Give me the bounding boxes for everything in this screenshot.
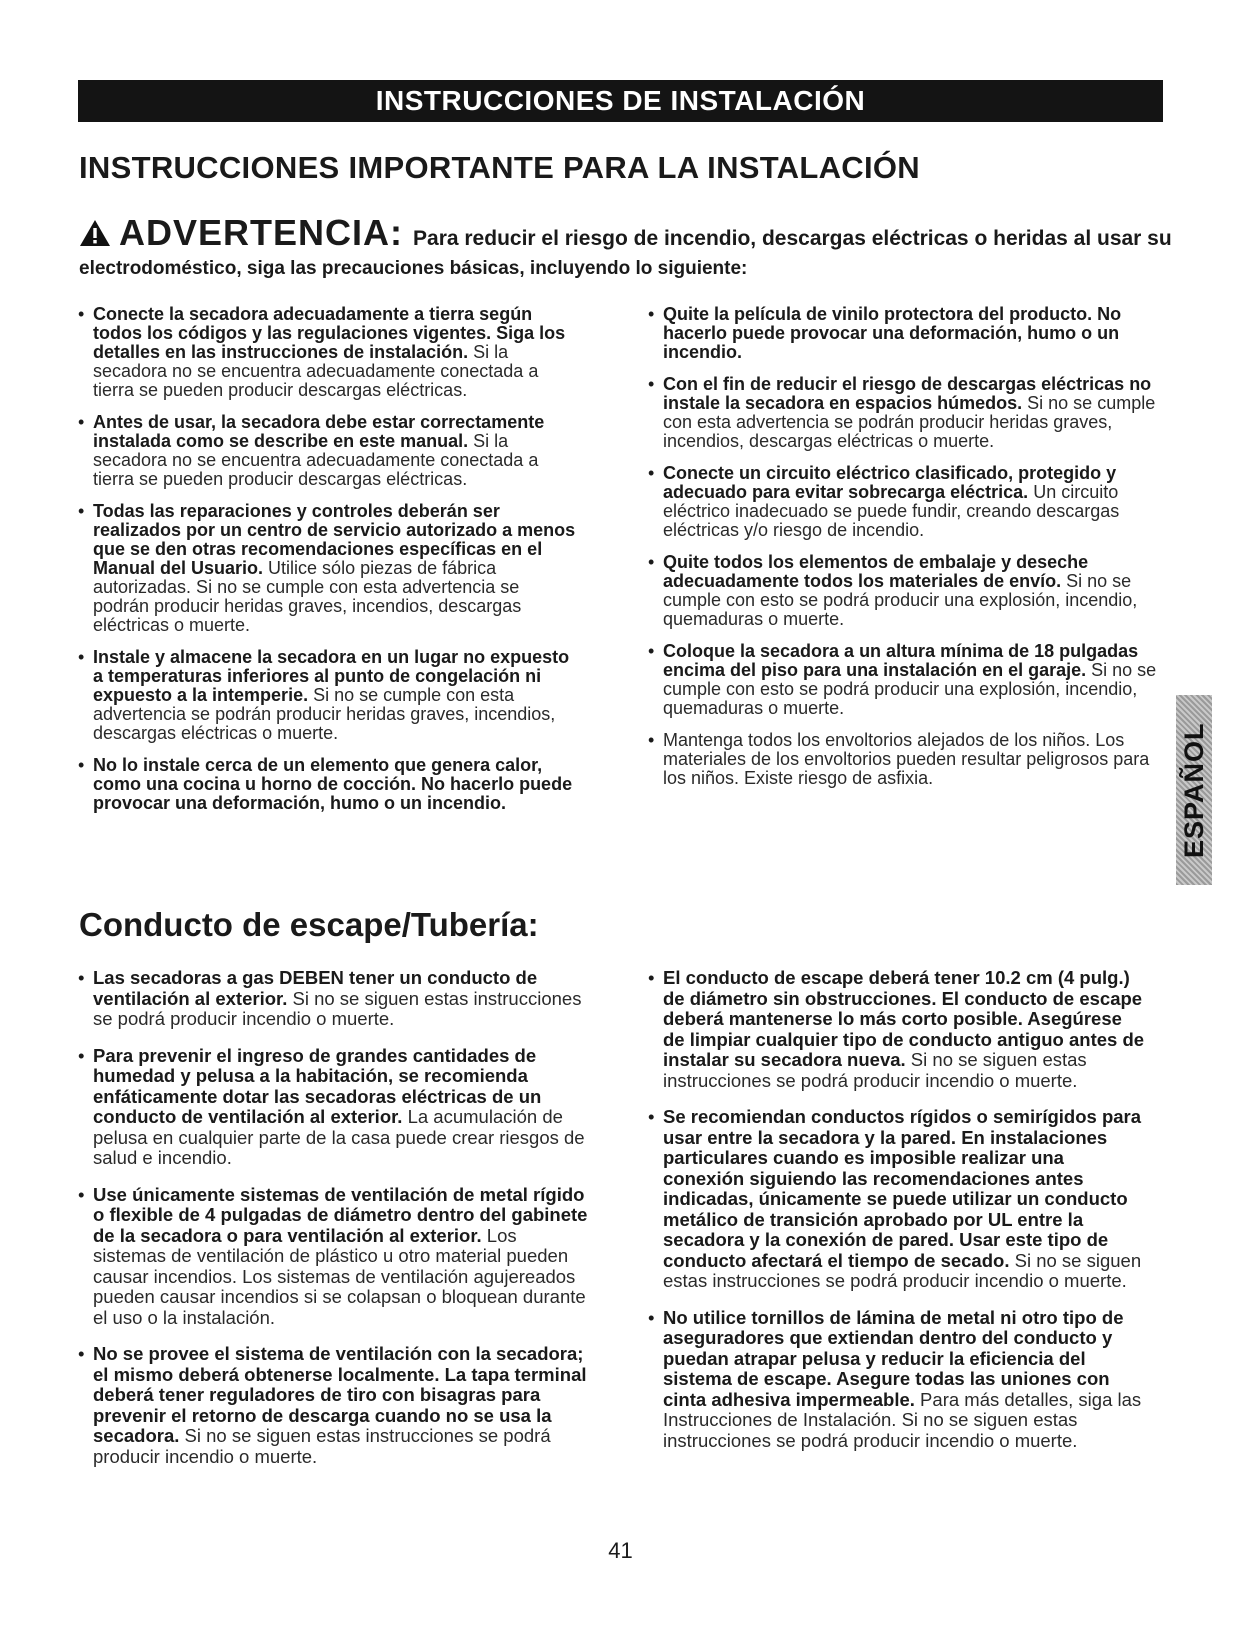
list-item [648,1308,1148,1452]
page-title: INSTRUCCIONES IMPORTANTE PARA LA INSTALACIÓN [79,150,920,185]
item-bold-text: Las secadoras a gas DEBEN tener un conducto de ventilación al exterior. [93,967,538,1009]
list-item [648,464,1158,540]
list-item [648,305,1158,362]
list-item [648,1107,1148,1292]
item-bold-text: Antes de usar, la secadora debe estar correctamente instalada como se describe en este manual. [93,412,545,451]
item-bold-text: Quite la película de vinilo protectora del producto. No hacerlo puede provocar una deformación, humo o un incendio. [663,304,1122,362]
section-banner: INSTRUCCIONES DE INSTALACIÓN [78,80,1163,122]
list-item [78,968,588,1030]
list-item [78,1185,588,1329]
section-heading-duct: Conducto de escape/Tubería: [79,906,539,943]
item-normal-text: Si no se cumple con esta advertencia se podrán producir heridas graves, incendios, descargas eléctricas o muerte. [93,685,556,743]
warning-title: ADVERTENCIA: [119,212,404,253]
list-item [648,553,1158,629]
list-item [78,1046,588,1169]
warning-triangle-icon [79,219,111,253]
safety-list-left [78,305,578,826]
warning-block [79,212,1172,280]
item-normal-text: Los sistemas de ventilación de plástico u otro material pueden causar incendios. Los sistemas de ventilación agujereados pueden causar incendios si se colapsan o bloquean durante el uso o la instalación. [93,1224,586,1328]
item-bold-text: Instale y almacene la secadora en un lugar no expuesto a temperaturas inferiores al punto de congelación ni expuesto a la intemperie. [93,647,570,705]
item-normal-text: Si la secadora no se encuentra adecuadamente conectada a tierra se pueden producir descargas eléctricas. [93,431,539,489]
item-normal-text: Si no se siguen estas instrucciones se podrá producir incendio o muerte. [663,1049,1087,1091]
item-normal-text: Un circuito eléctrico inadecuado se puede fundir, creando descargas eléctricas y/o riesgo de incendio. [663,482,1120,540]
item-bold-text: Se recomiendan conductos rígidos o semirígidos para usar entre la secadora y la pared. En instalaciones particulares cuando es imposible realizar una conexión siguiendo las recomendaciones antes indicadas, únicamente se puede utilizar un conducto metálico de transición aprobado por UL entre la secadora y la conexión de pared. Usar este tipo de conducto afectará el tiempo de secado. [663,1106,1142,1271]
item-bold-text: No utilice tornillos de lámina de metal ni otro tipo de aseguradores que extiendan dentro del conducto y puedan atrapar pelusa y reducir la eficiencia del sistema de escape. Asegure todas las uniones con cinta adhesiva impermeable. [663,1306,1124,1410]
item-bold-text: Quite todos los elementos de embalaje y deseche adecuadamente todos los materiales de envío. [663,552,1089,591]
item-normal-text: Utilice sólo piezas de fábrica autorizadas. Si no se cumple con esta advertencia se podrán producir heridas graves, incendios, descargas eléctricas o muerte. [93,558,522,635]
list-item [78,1344,588,1467]
item-bold-text: Todas las reparaciones y controles deberán ser realizados por un centro de servicio autorizado a menos que se den otras recomendaciones específicas en el Manual del Usuario. [93,501,576,578]
item-normal-text: La acumulación de pelusa en cualquier parte de la casa puede crear riesgos de salud e incendio. [93,1106,585,1168]
item-bold-text: Para prevenir el ingreso de grandes cantidades de humedad y pelusa a la habitación, se recomienda enfáticamente dotar las secadoras eléctricas de un conducto de ventilación al exterior. [93,1044,542,1127]
item-bold-text: El conducto de escape deberá tener 10.2 cm (4 pulg.) de diámetro sin obstrucciones. El conducto de escape deberá mantenerse lo más corto posible. Asegúrese de limpiar cualquier tipo de conducto antiguo antes de instalar su secadora nueva. [663,967,1145,1070]
item-bold-text: Coloque la secadora a un altura mínima de 18 pulgadas encima del piso para una instalación en el garaje. [663,641,1139,680]
safety-list-right [648,305,1158,801]
duct-list-right [648,968,1148,1467]
item-normal-text: Si no se siguen estas instrucciones se podrá producir incendio o muerte. [663,1249,1142,1291]
page-number: 41 [608,1538,633,1563]
warning-text-continued: electrodoméstico, siga las precauciones básicas, incluyendo lo siguiente: [79,258,748,279]
duct-list-left [78,968,588,1483]
item-normal-text: Si no se cumple con esta advertencia se podrán producir heridas graves, incendios, descargas eléctricas o muerte. [663,393,1156,451]
item-normal-text: Si no se cumple con esto se podrá producir una explosión, incendio, quemaduras o muerte. [663,660,1157,718]
item-normal-text: Para más detalles, siga las Instrucciones de Instalación. Si no se siguen estas instrucciones se podrá producir incendio o muerte. [663,1388,1142,1451]
list-item [78,502,578,635]
list-item [648,968,1148,1091]
item-bold-text: Conecte un circuito eléctrico clasificado, protegido y adecuado para evitar sobrecarga eléctrica. [663,463,1117,502]
list-item [78,756,578,813]
item-normal-text: Si no se cumple con esto se podrá producir una explosión, incendio, quemaduras o muerte. [663,571,1138,629]
language-tab-label: ESPAÑOL [1179,722,1209,858]
item-normal-text: Si no se siguen estas instrucciones se podrá producir incendio o muerte. [93,1425,551,1467]
item-bold-text: No lo instale cerca de un elemento que genera calor, como una cocina u horno de cocción. No hacerlo puede provocar una deformación, humo o un incendio. [93,755,573,813]
item-normal-text: Si no se siguen estas instrucciones se podrá producir incendio o muerte. [93,987,582,1029]
list-item [78,413,578,489]
list-item [648,375,1158,451]
item-bold-text: Use únicamente sistemas de ventilación de metal rígido o flexible de 4 pulgadas de diámetro dentro del gabinete de la secadora o para ventilación al exterior. [93,1183,588,1246]
item-bold-text: Con el fin de reducir el riesgo de descargas eléctricas no instale la secadora en espacios húmedos. [663,374,1152,413]
item-normal-text: Si la secadora no se encuentra adecuadamente conectada a tierra se pueden producir descargas eléctricas. [93,342,539,400]
warning-text: Para reducir el riesgo de incendio, descargas eléctricas o heridas al usar su [413,227,1172,250]
list-item [78,648,578,743]
list-item [648,731,1158,788]
item-bold-text: Conecte la secadora adecuadamente a tierra según todos los códigos y las regulaciones vigentes. Siga los detalles en las instrucciones de instalación. [93,304,566,362]
item-bold-text: No se provee el sistema de ventilación con la secadora; el mismo deberá obtenerse localmente. La tapa terminal deberá tener reguladores de tiro con bisagras para prevenir el retorno de descarga cuando no se usa la secadora. [93,1343,587,1446]
list-item [648,642,1158,718]
list-item [78,305,578,400]
item-normal-text: Mantenga todos los envoltorios alejados de los niños. Los materiales de los envoltorios pueden resultar peligrosos para los niños. Existe riesgo de asfixia. [663,730,1150,788]
